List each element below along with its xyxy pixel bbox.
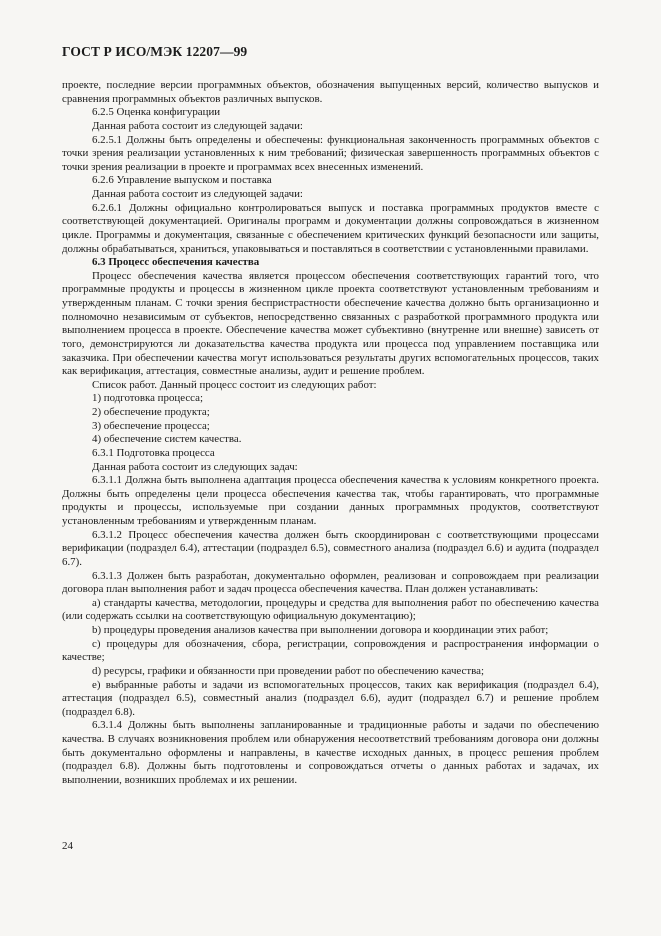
list-item: 1) подготовка процесса; (92, 392, 203, 405)
document-header: ГОСТ Р ИСО/МЭК 12207—99 (62, 44, 248, 59)
list-item: d) ресурсы, графики и обязанности при проведении работ по обеспечению качества; (92, 664, 484, 677)
paragraph: 6.2.6 Управление выпуском и поставка (92, 174, 272, 187)
paragraph: Данная работа состоит из следующих задач: (92, 460, 298, 473)
list-item: 3) обеспечение процесса; (92, 419, 210, 432)
paragraph: 6.2.5.1 Должны быть определены и обеспечены: функциональная законченность программных объектов с точки зрения реализации установленных к ним требований; физическая завершенность программных объектов с точки зрения реализации в проекте и программах всех внесенных изменений. (62, 133, 599, 173)
list-item: 4) обеспечение систем качества. (92, 433, 242, 446)
paragraph: проекте, последние версии программных объектов, обозначения выпущенных версий, количество выпусков и сравнения программных объектов различных выпусков. (62, 79, 599, 105)
paragraph: 6.2.6.1 Должны официально контролироваться выпуск и поставка программных продуктов вместе с соответствующей документацией. Оригиналы программ и документации должны сопровождаться в жизненном цикле. Программы и документация, связанные с обеспечением критических функций безопасности или защиты, должны обрабатываться, храниться, упаковываться и поставляться в соответствии с установленными правилами. (62, 201, 599, 255)
paragraph: 6.3.1.4 Должны быть выполнены запланированные и традиционные работы и задачи по обеспечению качества. В случаях возникновения проблем или обнаружения несоответствий требованиям договора они должны быть документально оформлены и направлены, в качестве исходных данных, в процесс решения проблем (подраздел 6.8). Должны быть подготовлены и сопровождаться отчеты о данных работах и задачах, их выполнении, возникших проблемах и их решении. (62, 719, 599, 786)
paragraph: Список работ. Данный процесс состоит из следующих работ: (92, 378, 377, 391)
paragraph: 6.3.1.3 Должен быть разработан, документально оформлен, реализован и сопровождаем при реализации договора план выполнения работ и задач процесса обеспечения качества. План должен устанавливать: (62, 569, 599, 596)
section-heading: 6.3 Процесс обеспечения качества (92, 256, 260, 269)
paragraph: 6.3.1.1 Должна быть выполнена адаптация процесса обеспечения качества к условиям конкретного проекта. Должны быть определены цели процесса обеспечения качества так, чтобы гарантировать, что программные продукты и процессы, используемые при создании данных программных продуктов, соответствуют установленным требованиям и утвержденным планам. (62, 474, 599, 527)
paragraph: 6.2.5 Оценка конфигурации (92, 106, 221, 119)
list-item: с) процедуры для обозначения, сбора, регистрации, сопровождения и распространения информации о качестве; (62, 637, 599, 664)
page-number: 24 (62, 840, 73, 852)
list-item: а) стандарты качества, методологии, процедуры и средства для выполнения работ по обеспечению качества (или содержать ссылки на соответствующую официальную документацию); (62, 596, 599, 623)
list-item: b) процедуры проведения анализов качества при выполнении договора и координации этих работ; (92, 624, 549, 636)
list-item: е) выбранные работы и задачи из вспомогательных процессов, таких как верификация (подраздел 6.4), аттестация (подраздел 6.5), совместный анализ (подраздел 6.6), аудит (подраздел 6.7) и решение проблем (подраздел 6.8). (62, 678, 599, 718)
paragraph: 6.3.1.2 Процесс обеспечения качества должен быть скоординирован с соответствующими процессами верификации (подраздел 6.4), аттестации (подраздел 6.5), совместного анализа (подраздел 6.6) и аудита (подраздел 6.7). (62, 528, 599, 568)
paragraph: Данная работа состоит из следующей задачи: (92, 119, 303, 132)
list-item: 2) обеспечение продукта; (92, 406, 210, 418)
paragraph: Процесс обеспечения качества является процессом обеспечения соответствующих гарантий того, что программные продукты и процессы в жизненном цикле проекта соответствуют установленным требованиям и утвержденным планам. С точки зрения беспристрастности обеспечение качества должно быть организационно и полномочно независимым от субъектов, непосредственно связанных с разработкой программного продукта или выполнением процесса в проекте. Обеспечение качества может субъективно (внутренне или внешне) зависеть от того, демонстрируются ли доказательства качества продукта или процесса под управлением поставщика или заказчика. При обеспечении качества могут использоваться результаты других вспомогательных процессов, таких как верификация, аттестация, совместные анализы, аудит и решение проблем. (62, 269, 599, 378)
paragraph: Данная работа состоит из следующей задачи: (92, 188, 303, 200)
paragraph: 6.3.1 Подготовка процесса (92, 446, 215, 459)
body-text (62, 79, 599, 788)
